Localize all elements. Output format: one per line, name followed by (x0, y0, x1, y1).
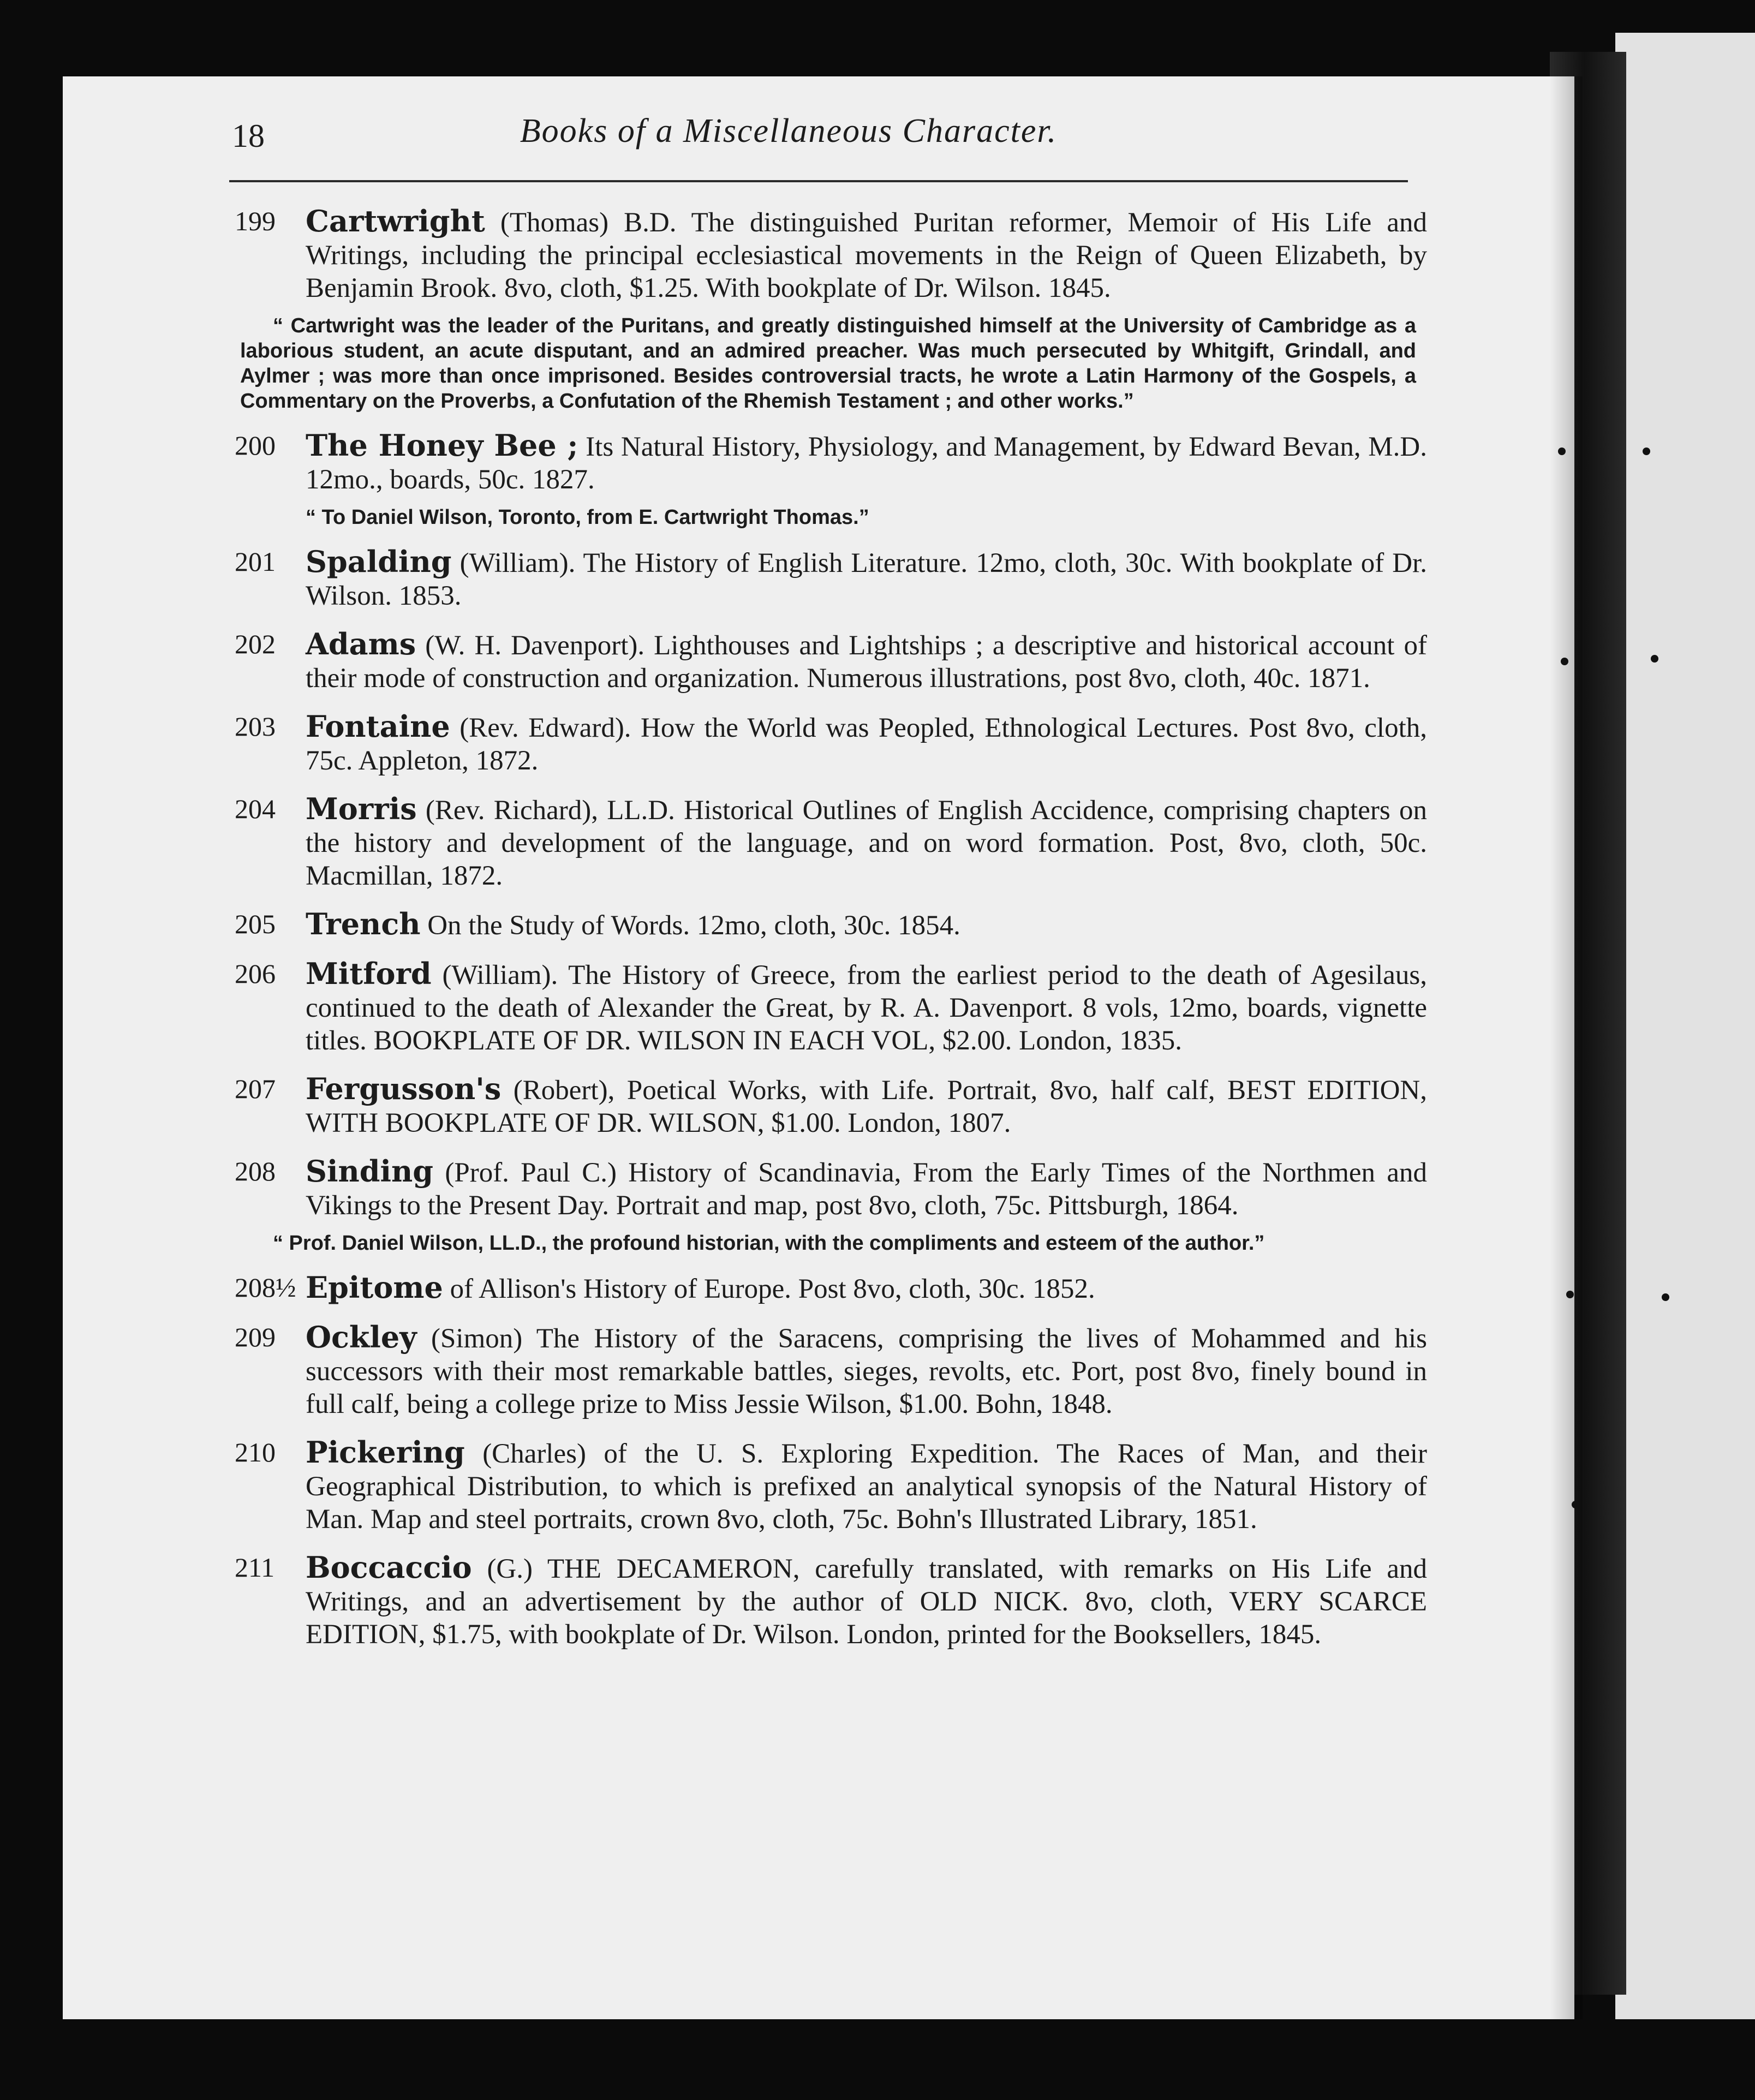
entry-number: 205 (235, 909, 276, 939)
entry-description: Its Natural History, Physiology, and Management, by Edward Bevan, M.D. 12mo., boards, 50c. 1827. (306, 432, 1427, 495)
page-title: Books of a Miscellaneous Character. (520, 112, 1058, 150)
catalogue-entry (235, 1155, 1427, 1256)
entry-number: 206 (235, 958, 276, 989)
entry-description: (G.) THE DECAMERON, carefully translated, with remarks on His Life and Writings, and an advertisement by the author of OLD NICK. 8vo, cloth, VERY SCARCE EDITION, $1.75, with bookplate of Dr. Wilson. London, printed for the Booksellers, 1845. (306, 1554, 1427, 1650)
scan-speck (1561, 658, 1568, 665)
entry-inscription: “ Prof. Daniel Wilson, LL.D., the profound historian, with the compliments and esteem of the author.” (273, 1232, 1265, 1255)
header-rule (229, 180, 1408, 182)
entry-description: (Robert), Poetical Works, with Life. Portrait, 8vo, half calf, BEST EDITION, WITH BOOKPLATE OF DR. WILSON, $1.00. London, 1807. (306, 1075, 1427, 1138)
entry-headword: Fontaine (306, 709, 450, 744)
running-header (166, 112, 1411, 172)
entry-description: of Allison's History of Europe. Post 8vo, cloth, 30c. 1852. (443, 1274, 1095, 1304)
catalogue-entry (235, 1072, 1427, 1140)
entry-headword: Adams (306, 627, 416, 661)
entry-number: 204 (235, 794, 276, 824)
entry-number: 201 (235, 546, 276, 577)
entry-headword: The Honey Bee ; (306, 428, 578, 463)
catalogue-entry (235, 1436, 1427, 1536)
scan-speck (1572, 1501, 1579, 1508)
entry-headword: Boccaccio (306, 1550, 472, 1585)
entry-description: (William). The History of English Literature. 12mo, cloth, 30c. With bookplate of Dr. Wilson. 1853. (306, 548, 1427, 611)
facing-page (1615, 33, 1755, 2019)
page-number: 18 (232, 118, 265, 154)
catalogue-entry (235, 429, 1427, 530)
scan-speck (1643, 448, 1650, 455)
entry-headword: Ockley (306, 1320, 417, 1355)
entry-description: (Thomas) B.D. The distinguished Puritan reformer, Memoir of His Life and Writings, including the principal ecclesiastical movements in the Reign of Queen Elizabeth, by Benjamin Brook. 8vo, cloth, $1.25. With bookplate of Dr. Wilson. 1845. (306, 207, 1427, 303)
entry-headword: Spalding (306, 544, 452, 579)
entry-description: (Prof. Paul C.) History of Scandinavia, From the Early Times of the Northmen and Vikings to the Present Day. Portrait and map, post 8vo, cloth, 75c. Pittsburgh, 1864. (306, 1158, 1427, 1221)
scan-speck (1566, 1291, 1574, 1298)
catalogue-entry (235, 205, 1427, 414)
catalogue-entry (235, 1271, 1427, 1305)
entry-inscription: “ To Daniel Wilson, Toronto, from E. Cartwright Thomas.” (306, 506, 869, 529)
entry-headword: Pickering (306, 1435, 465, 1470)
entry-headword: Trench (306, 906, 421, 941)
entry-number: 203 (235, 711, 276, 742)
entry-number: 208 (235, 1156, 276, 1186)
catalogue-entry (235, 792, 1427, 892)
entry-headword: Fergusson's (306, 1071, 502, 1106)
entry-description: (Rev. Richard), LL.D. Historical Outlines of English Accidence, comprising chapters on the history and development of the language, and on word formation. Post, 8vo, cloth, 50c. Macmillan, 1872. (306, 795, 1427, 891)
entry-headword: Sinding (306, 1154, 434, 1189)
entry-number: 199 (235, 206, 276, 236)
entry-number: 211 (235, 1552, 275, 1583)
entry-number: 200 (235, 430, 276, 461)
entry-number: 210 (235, 1437, 276, 1467)
entry-headword: Mitford (306, 956, 432, 991)
entry-number: 209 (235, 1322, 276, 1352)
entry-description: (W. H. Davenport). Lighthouses and Lightships ; a descriptive and historical account of their mode of construction and organization. Numerous illustrations, post 8vo, cloth, 40c. 1871. (306, 630, 1427, 694)
entry-description: On the Study of Words. 12mo, cloth, 30c. 1854. (420, 910, 960, 941)
entry-headword: Epitome (306, 1270, 443, 1305)
catalogue-entry (235, 710, 1427, 777)
catalogue-entry (235, 957, 1427, 1057)
entry-number: 208½ (235, 1272, 296, 1303)
entry-headword: Morris (306, 791, 417, 826)
catalogue-entry (235, 545, 1427, 612)
entry-quote: “ Cartwright was the leader of the Puritans, and greatly distinguished himself at the University of Cambridge as a laborious student, an acute disputant, and an admired preacher. Was much persecuted by Whitgift, Grindall, and Aylmer ; was more than once imprisoned. Besides controversial tracts, he wrote a Latin Harmony of the Gospels, a Commentary on the Proverbs, a Confutation of the Rhemish Testament ; and other works.” (240, 314, 1416, 413)
entry-number: 202 (235, 629, 276, 659)
catalogue-entries (235, 205, 1427, 1666)
entry-description: (William). The History of Greece, from the earliest period to the death of Agesilaus, continued to the death of Alexander the Great, by R. A. Davenport. 8 vols, 12mo, boards, vignette titles. BOOKPLATE OF DR. WILSON IN EACH VOL, $2.00. London, 1835. (306, 960, 1427, 1056)
catalogue-entry (235, 908, 1427, 942)
entry-headword: Cartwright (306, 204, 485, 238)
entry-description: (Rev. Edward). How the World was Peopled, Ethnological Lectures. Post 8vo, cloth, 75c. Appleton, 1872. (306, 713, 1427, 776)
catalogue-entry (235, 1551, 1427, 1651)
scan-speck (1558, 448, 1566, 455)
catalogue-entry (235, 1321, 1427, 1421)
entry-description: (Simon) The History of the Saracens, comprising the lives of Mohammed and his successors with their most remarkable battles, sieges, revolts, etc. Port, post 8vo, finely bound in full calf, being a college prize to Miss Jessie Wilson, $1.00. Bohn, 1848. (306, 1323, 1427, 1419)
entry-description: (Charles) of the U. S. Exploring Expedition. The Races of Man, and their Geographical Distribution, to which is prefixed an analytical synopsis of the Natural History of Man. Map and steel portraits, crown 8vo, cloth, 75c. Bohn's Illustrated Library, 1851. (306, 1439, 1427, 1535)
scan-speck (1651, 655, 1658, 663)
entry-number: 207 (235, 1073, 276, 1104)
catalogue-entry (235, 628, 1427, 695)
scan-speck (1662, 1293, 1669, 1301)
